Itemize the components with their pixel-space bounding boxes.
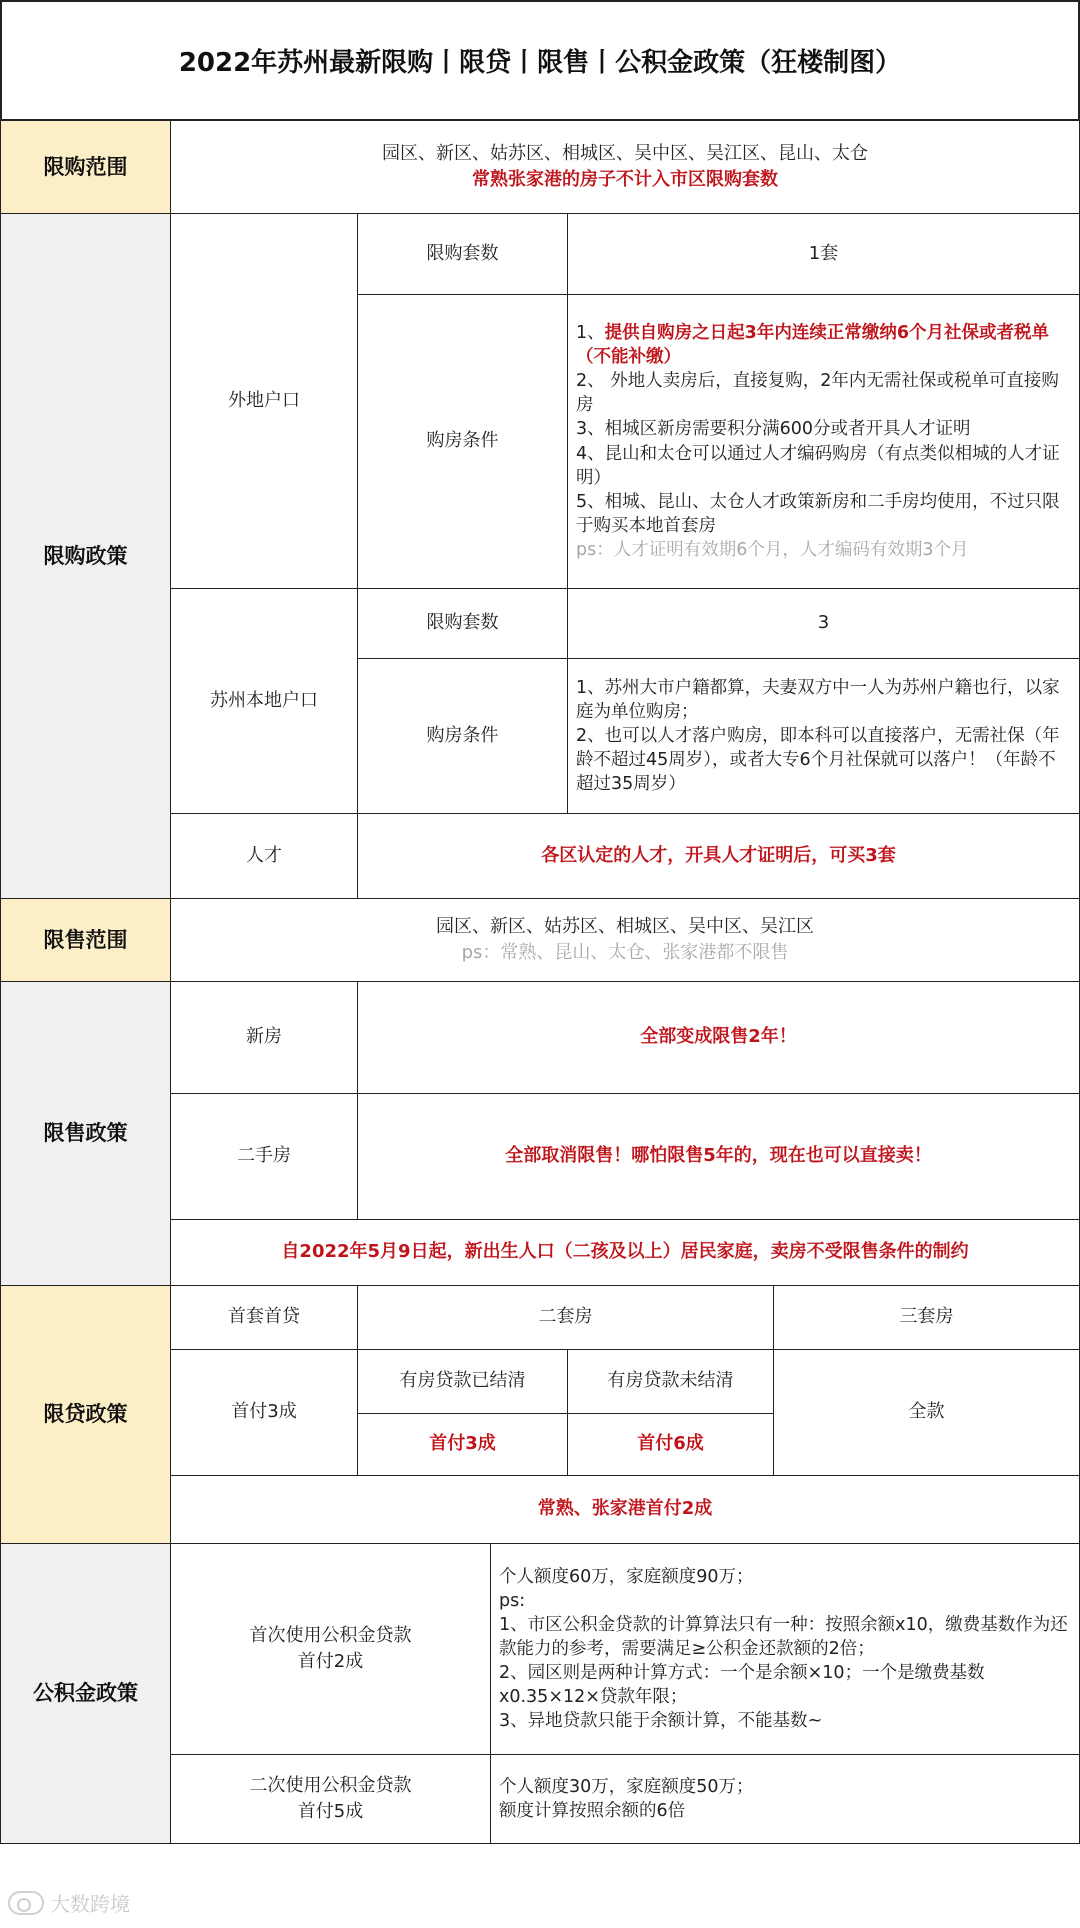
nonlocal-cond-3: 3、相城区新房需要积分满600分或者开具人才证明	[576, 419, 971, 440]
talent-value: 各区认定的人才，开具人才证明后，可买3套	[357, 813, 1080, 899]
second-unsettled-value: 首付6成	[567, 1413, 774, 1476]
local-conditions	[567, 658, 1080, 814]
local-count-value: 3	[567, 588, 1080, 659]
second-unsettled-label: 有房贷款未结清	[567, 1349, 774, 1414]
sale-scope-label: 限售范围	[0, 898, 171, 982]
new-house-label: 新房	[170, 981, 358, 1094]
nonlocal-cond-2: 2、 外地人卖房后，直接复购，2年内无需社保或税单可直接购房	[576, 371, 1059, 416]
watermark-text: 大数跨境	[50, 1892, 130, 1916]
nonlocal-cond-4: 4、昆山和太仓可以通过人才编码购房（有点类似相城的人才证明）	[576, 443, 1060, 488]
fund-second-use-down: 首付5成	[297, 1801, 364, 1822]
purchase-scope-label: 限购范围	[0, 120, 171, 214]
purchase-scope-note: 常熟张家港的房子不计入市区限购套数	[472, 169, 778, 190]
sale-policy-label: 限售政策	[0, 981, 171, 1286]
nonlocal-count-value: 1套	[567, 213, 1080, 295]
page-title: 2022年苏州最新限购丨限贷丨限售丨公积金政策（狂楼制图）	[0, 0, 1080, 121]
loan-policy-note: 常熟、张家港首付2成	[170, 1475, 1080, 1544]
local-count-label: 限购套数	[357, 588, 568, 659]
loan-policy-label: 限贷政策	[0, 1285, 171, 1544]
fund-second-rule: 额度计算按照余额的6倍	[499, 1801, 686, 1821]
fund-first-quota: 个人额度60万，家庭额度90万；	[499, 1566, 754, 1587]
sale-scope-districts: 园区、新区、姑苏区、相城区、吴中区、吴江区	[436, 915, 814, 937]
fund-first-rule-2: 2、园区则是两种计算方式：一个是余额×10；一个是缴费基数x0.35×12×贷款年限；	[499, 1663, 985, 1708]
nonlocal-hukou-label: 外地户口	[170, 213, 358, 589]
local-hukou-label: 苏州本地户口	[170, 588, 358, 814]
fund-first-use-detail	[490, 1543, 1080, 1755]
nonlocal-count-label: 限购套数	[357, 213, 568, 295]
purchase-scope-content	[170, 120, 1080, 214]
new-house-value: 全部变成限售2年！	[357, 981, 1080, 1094]
fund-first-use-label	[170, 1543, 491, 1755]
fund-second-use-label	[170, 1754, 491, 1844]
nonlocal-cond-label: 购房条件	[357, 294, 568, 589]
fund-first-ps: ps:	[499, 1590, 526, 1611]
fund-second-quota: 个人额度30万，家庭额度50万；	[499, 1776, 754, 1797]
talent-label: 人才	[170, 813, 358, 899]
nonlocal-cond-ps: ps：人才证明有效期6个月，人才编码有效期3个月	[576, 540, 969, 561]
first-loan-value: 首付3成	[170, 1349, 358, 1476]
purchase-policy-label: 限购政策	[0, 213, 171, 899]
eye-logo-icon	[8, 1891, 44, 1915]
fund-second-use-detail	[490, 1754, 1080, 1844]
fund-second-use-title: 二次使用公积金贷款	[249, 1774, 412, 1796]
local-cond-1: 1、苏州大市户籍都算，夫妻双方中一人为苏州户籍也行，以家庭为单位购房；	[576, 677, 1060, 722]
fund-first-use-title: 首次使用公积金贷款	[249, 1624, 412, 1646]
second-hand-label: 二手房	[170, 1093, 358, 1220]
fund-first-use-down: 首付2成	[297, 1651, 364, 1672]
first-loan-header: 首套首贷	[170, 1285, 358, 1350]
local-cond-2: 2、也可以人才落户购房，即本科可以直接落户，无需社保（年龄不超过45周岁），或者大专6个月社保就可以落户！（年龄不超过35周岁）	[576, 725, 1060, 795]
second-house-header: 二套房	[357, 1285, 774, 1350]
fund-first-rule-3: 3、异地贷款只能于余额计算，不能基数~	[499, 1711, 823, 1732]
nonlocal-conditions	[567, 294, 1080, 589]
fund-policy-label: 公积金政策	[0, 1543, 171, 1844]
nonlocal-cond-1: 1、提供自购房之日起3年内连续正常缴纳6个月社保或者税单（不能补缴）	[576, 322, 1049, 367]
sale-policy-note: 自2022年5月9日起，新出生人口（二孩及以上）居民家庭，卖房不受限售条件的制约	[170, 1219, 1080, 1286]
third-house-header: 三套房	[773, 1285, 1080, 1350]
watermark	[8, 1888, 130, 1917]
third-house-value: 全款	[773, 1349, 1080, 1476]
sale-scope-content	[170, 898, 1080, 982]
second-settled-value: 首付3成	[357, 1413, 568, 1476]
sale-scope-note: ps：常熟、昆山、太仓、张家港都不限售	[461, 942, 789, 963]
nonlocal-cond-5: 5、相城、昆山、太仓人才政策新房和二手房均使用，不过只限于购买本地首套房	[576, 491, 1060, 536]
second-settled-label: 有房贷款已结清	[357, 1349, 568, 1414]
purchase-scope-districts: 园区、新区、姑苏区、相城区、吴中区、吴江区、昆山、太仓	[382, 142, 868, 164]
second-hand-value: 全部取消限售！哪怕限售5年的，现在也可以直接卖！	[357, 1093, 1080, 1220]
fund-first-rule-1: 1、市区公积金贷款的计算算法只有一种：按照余额x10，缴费基数作为还款能力的参考，需要满足≥公积金还款额的2倍；	[499, 1614, 1068, 1659]
local-cond-label: 购房条件	[357, 658, 568, 814]
